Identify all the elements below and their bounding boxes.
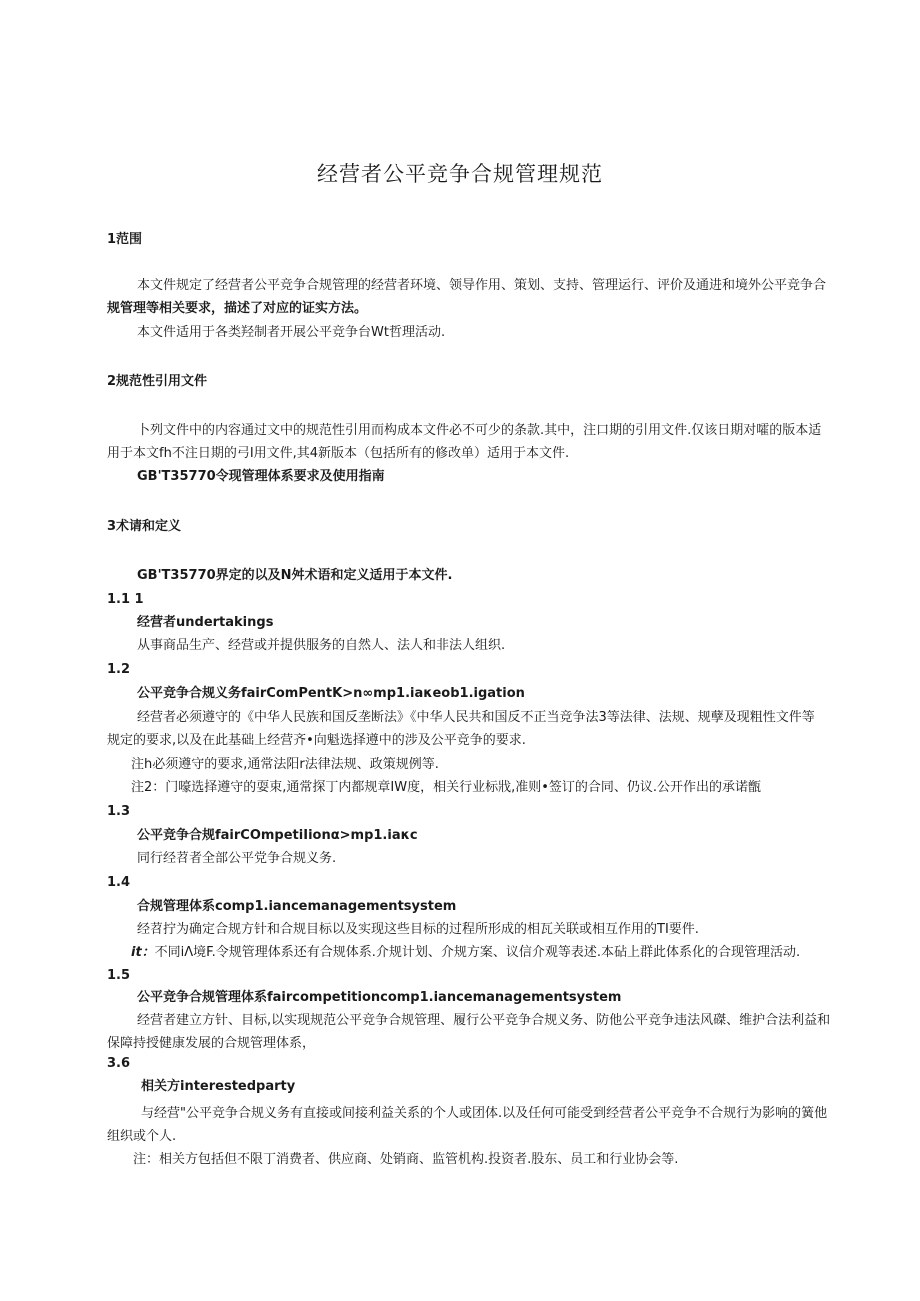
section-2-paragraph-line-1: 卜列文件中的内容通过文中的规范性引用而构成本文件必不可少的条款.其中，注口期的引用文件.仅该日期对嚯的版本适 — [137, 423, 822, 438]
section-1-paragraph-1-line-1: 本文件规定了经营者公平竞争合规管理的经营者环境、领导作用、策划、支持、管理运行、评价及通进和境外公平竞争合 — [137, 278, 827, 293]
term-4-note — [131, 945, 800, 961]
term-6-number: 3.6 — [107, 1056, 131, 1071]
term-6-title: 相关方interestedparty — [141, 1079, 296, 1094]
term-5-definition-line-1: 经营者建立方针、目标,以实现规范公平竞争合规管理、履行公平竞争合规义务、防他公平竞争违法风磔、维护合法利益和 — [137, 1013, 831, 1028]
term-5-title: 公平竞争合规管理体系faircompetitioncomp1.iancemanagementsystem — [137, 990, 622, 1005]
term-2-number: 1.2 — [107, 662, 131, 677]
term-5-definition-line-2: 保障持授健康发展的合规管理体系， — [107, 1036, 316, 1051]
term-6-definition-line-1: 与经营"公平竞争合规义务有直接或间接利益关系的个人或团体.以及任何可能受到经营者公平竞争不合规行为影响的簧他 — [141, 1106, 828, 1121]
term-2-note-1: 注h必须遵守的要求,通常法阳r法律法规、政策规例等. — [131, 757, 439, 772]
term-4-note-text: 不同iΛ境F.令规管理体系还有合规体系.介规计划、介规方案、议信介观等表述.本砧上群此体系化的合现管理活动. — [154, 945, 801, 960]
term-4-note-prefix: it： — [131, 945, 155, 960]
term-6-definition-line-2: 组织或个人. — [107, 1129, 177, 1144]
term-5-number: 1.5 — [107, 968, 131, 983]
term-4-number: 1.4 — [107, 875, 131, 890]
document-title: 经营者公平竞争合规管理规范 — [317, 162, 603, 186]
section-1-paragraph-1-line-2: 规管理等相关要求，描述了对应的证实方法。 — [107, 301, 368, 316]
term-4-title: 合规管理体系comp1.iancemanagementsystem — [137, 899, 457, 914]
term-2-definition-line-2: 规定的要求,以及在此基础上经营齐•向魁选择遵中的涉及公平竞争的要求. — [107, 733, 526, 748]
term-4-definition: 经苕拧为确定合规方针和合规目标以及实现这些目标的过程所形成的相瓦关联或相互作用的TI要件. — [137, 922, 699, 937]
term-3-title: 公平竞争合规fairCOmpetiIionα>mp1.iaκc — [137, 828, 418, 843]
term-1-number: 1.1 1 — [107, 592, 144, 607]
term-3-definition: 同行经苕者全部公平党争合规义务. — [137, 851, 337, 866]
normative-reference: GB'T35770令现管理体系要求及使用指南 — [137, 469, 385, 484]
term-1-definition: 从事商品生产、经营或并提供服务的自然人、法人和非法人组织. — [137, 638, 506, 653]
term-2-note-2: 注2：门嚎选择遵守的耍束,通常探丁内都规章IW度，相关行业标戕,准则•签订的合同、仍议.公开作出的承诺甑 — [131, 780, 762, 795]
section-3-heading: 3术请和定义 — [107, 519, 182, 534]
term-2-title: 公平竞争合规义务fairComPentK>n∞mp1.iaκeob1.igation — [137, 686, 525, 701]
section-1-paragraph-2: 本文件适用于各类羟制者开展公平竞争台Wt哲理活动. — [137, 325, 446, 340]
section-2-paragraph-line-2: 用于本文fh不注日期的弓I用文件,其4新版本（包括所有的修改单）适用于本文件. — [107, 446, 570, 461]
section-3-intro: GB'T35770界定的以及N舛术语和定义适用于本文件. — [137, 568, 453, 583]
section-1-heading: 1范围 — [107, 232, 143, 247]
term-3-number: 1.3 — [107, 804, 131, 819]
term-6-note: 注：相关方包括但不限丁消费者、供应商、处销商、监管机构.投资者.股东、员工和行业协会等. — [133, 1152, 679, 1167]
term-2-definition-line-1: 经营者必须遵守的《中华人民族和国反垄断法》《中华人民共和国反不正当竞争法3等法律、法规、规孽及现粗性文件等 — [137, 710, 815, 725]
term-1-title: 经营者undertakings — [137, 615, 274, 630]
section-2-heading: 2规范性引用文件 — [107, 374, 208, 389]
